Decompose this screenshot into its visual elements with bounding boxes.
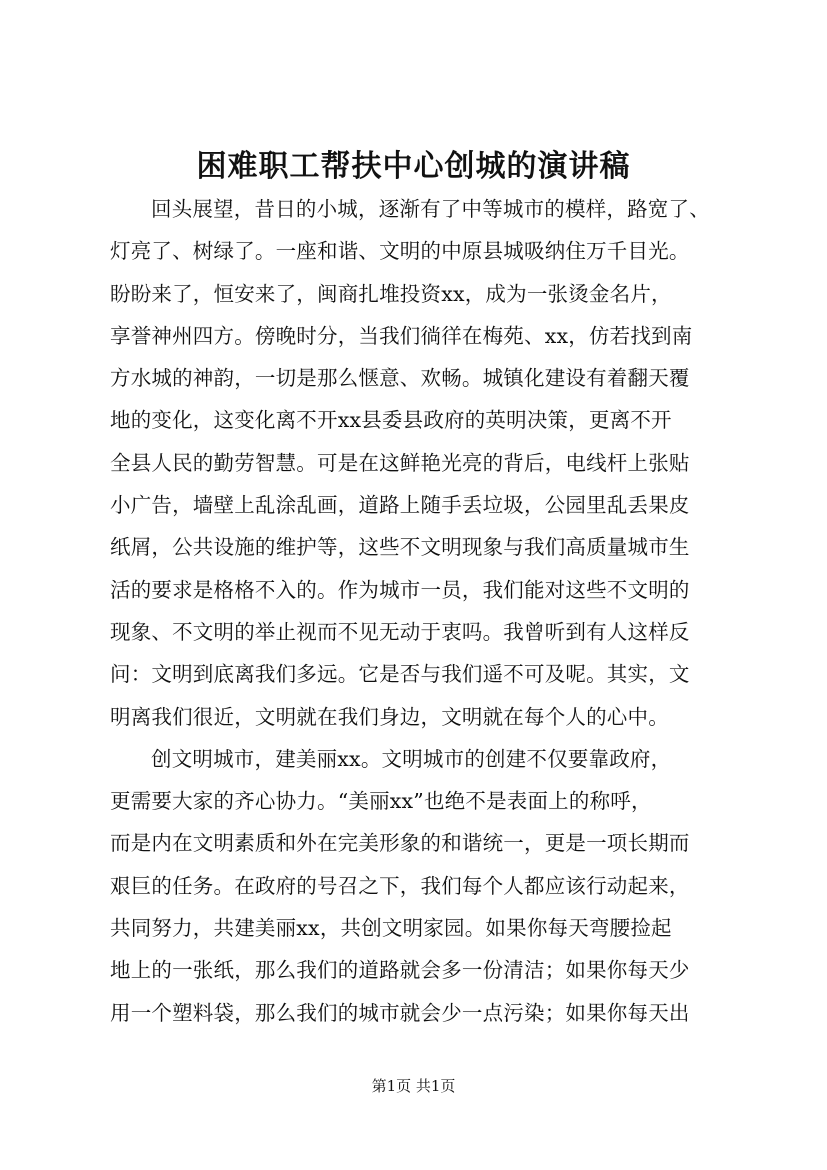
text-line: 盼盼来了，恒安来了，闽商扎堆投资xx，成为一张烫金名片，: [110, 281, 672, 306]
text-line: 更需要大家的齐心协力。“美丽xx”也绝不是表面上的称呼，: [110, 789, 652, 814]
document-body: [110, 188, 750, 1034]
text-line: 地的变化，这变化离不开xx县委县政府的英明决策，更离不开: [110, 408, 672, 433]
text-line: 地上的一张纸，那么我们的道路就会多一份清洁；如果你每天少: [110, 958, 690, 983]
text-line: 回头展望，昔日的小城，逐渐有了中等城市的模样，路宽了、: [151, 197, 710, 221]
text-line: 方水城的神韵，一切是那么惬意、欢畅。城镇化建设有着翻天覆: [110, 366, 690, 391]
text-line: 艰巨的任务。在政府的号召之下，我们每个人都应该行动起来，: [110, 873, 690, 898]
text-line: 纸屑，公共设施的维护等，这些不文明现象与我们高质量城市生: [110, 535, 690, 560]
text-line: 享誉神州四方。傍晚时分，当我们徜徉在梅苑、xx，仿若找到南: [110, 323, 693, 348]
text-line: 小广告，墙壁上乱涂乱画，道路上随手丢垃圾，公园里乱丢果皮: [110, 493, 690, 518]
text-line: 创文明城市，建美丽xx。文明城市的创建不仅要靠政府，: [151, 746, 672, 771]
text-line: 现象、不文明的举止视而不见无动于衷吗。我曾听到有人这样反: [110, 619, 690, 644]
text-line: 全县人民的勤劳智慧。可是在这鲜艳光亮的背后，电线杆上张贴: [110, 450, 690, 475]
text-line: 问：文明到底离我们多远。它是否与我们遥不可及呢。其实，文: [110, 662, 690, 687]
text-line: 灯亮了、树绿了。一座和谐、文明的中原县城吸纳住万千目光。: [110, 239, 690, 264]
page-footer: 第1页 共1页: [371, 1077, 456, 1095]
text-line: 共同努力，共建美丽xx，共创文明家园。如果你每天弯腰捡起: [110, 916, 672, 941]
text-line: 用一个塑料袋，那么我们的城市就会少一点污染；如果你每天出: [110, 1000, 690, 1025]
document-title: 困难职工帮扶中心创城的演讲稿: [196, 149, 631, 184]
text-line: 明离我们很近，文明就在我们身边，文明就在每个人的心中。: [110, 704, 669, 729]
text-line: 而是内在文明素质和外在完美形象的和谐统一，更是一项长期而: [110, 831, 690, 856]
text-line: 活的要求是格格不入的。作为城市一员，我们能对这些不文明的: [110, 577, 690, 602]
